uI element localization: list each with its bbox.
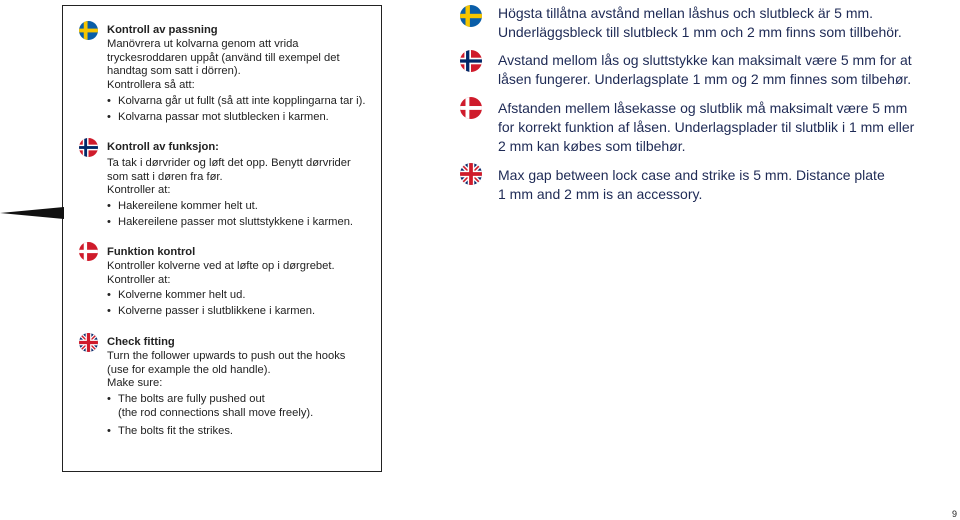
text-line: handtag som satt i dörren). bbox=[107, 65, 241, 78]
bullet-item: • Hakereilene kommer helt ut. bbox=[107, 200, 382, 214]
denmark-flag-icon bbox=[79, 242, 98, 261]
note-english bbox=[498, 166, 938, 204]
text-line: tryckesroddaren uppåt (använd till exempel det bbox=[107, 51, 340, 64]
bullet-item: • Kolverne passer i slutblikkene i karmen. bbox=[107, 305, 382, 319]
section-title: Check fitting bbox=[107, 336, 175, 348]
section-title: Funktion kontrol bbox=[107, 246, 196, 258]
norway-flag-icon bbox=[79, 138, 98, 157]
note-line: Max gap between lock case and strike is 5 mm. Distance plate bbox=[498, 167, 885, 183]
section-danish bbox=[107, 246, 382, 319]
section-norwegian bbox=[107, 141, 382, 230]
note-danish bbox=[498, 99, 938, 156]
norway-flag-icon bbox=[460, 50, 482, 72]
text-line: Turn the follower upwards to push out the hooks bbox=[107, 349, 346, 362]
note-swedish bbox=[498, 4, 938, 42]
section-swedish bbox=[107, 24, 382, 125]
text-line: (use for example the old handle). bbox=[107, 363, 271, 376]
note-line: for korrekt funktion af låsen. Underlagsplader til slutblik i 1 mm eller bbox=[498, 119, 915, 135]
text-line: Make sure: bbox=[107, 377, 163, 390]
section-title: Kontroll av funksjon: bbox=[107, 141, 219, 153]
sweden-flag-icon bbox=[79, 21, 98, 40]
bullet-item: • The bolts fit the strikes. bbox=[107, 425, 382, 439]
note-line: Underläggsbleck till slutbleck 1 mm och 2 mm finns som tillbehör. bbox=[498, 24, 902, 40]
uk-flag-icon bbox=[79, 333, 98, 352]
bullet-item: • The bolts are fully pushed out bbox=[107, 393, 382, 407]
text-line: Ta tak i dørvrider og løft det opp. Benytt dørvrider bbox=[107, 156, 351, 169]
bullet-continuation: (the rod connections shall move freely). bbox=[118, 406, 314, 419]
note-line: Afstanden mellem låsekasse og slutblik må maksimalt være 5 mm bbox=[498, 100, 908, 116]
note-line: Avstand mellom lås og sluttstykke kan maksimalt være 5 mm for at bbox=[498, 52, 912, 68]
note-line: 1 mm and 2 mm is an accessory. bbox=[498, 186, 703, 202]
note-line: 2 mm kan købes som tilbehør. bbox=[498, 138, 686, 154]
note-line: Högsta tillåtna avstånd mellan låshus och slutbleck är 5 mm. bbox=[498, 5, 874, 21]
section-title: Kontroll av passning bbox=[107, 24, 218, 36]
section-english bbox=[107, 336, 382, 439]
note-norwegian bbox=[498, 51, 938, 89]
note-line: låsen fungerer. Underlagsplate 1 mm og 2 mm finnes som tilbehør. bbox=[498, 71, 912, 87]
bullet-item: • Kolverne kommer helt ud. bbox=[107, 289, 382, 303]
bullet-item: • Hakereilene passer mot sluttstykkene i karmen. bbox=[107, 216, 382, 230]
page-number: 9 bbox=[952, 509, 958, 519]
denmark-flag-icon bbox=[460, 97, 482, 119]
text-line: som satt i døren fra før. bbox=[107, 170, 223, 183]
sweden-flag-icon bbox=[460, 5, 482, 27]
text-line: Kontroller kolverne ved at løfte op i dørgrebet. bbox=[107, 259, 335, 272]
uk-flag-icon bbox=[460, 163, 482, 185]
pointer-arrow bbox=[0, 207, 64, 219]
text-line: Manövrera ut kolvarna genom att vrida bbox=[107, 37, 299, 50]
bullet-item: • Kolvarna går ut fullt (så att inte kopplingarna tar i). bbox=[107, 95, 382, 109]
bullet-item: • Kolvarna passar mot slutblecken i karmen. bbox=[107, 111, 382, 125]
text-line: Kontroller at: bbox=[107, 273, 171, 286]
text-line: Kontroller at: bbox=[107, 184, 171, 197]
text-line: Kontrollera så att: bbox=[107, 79, 195, 92]
